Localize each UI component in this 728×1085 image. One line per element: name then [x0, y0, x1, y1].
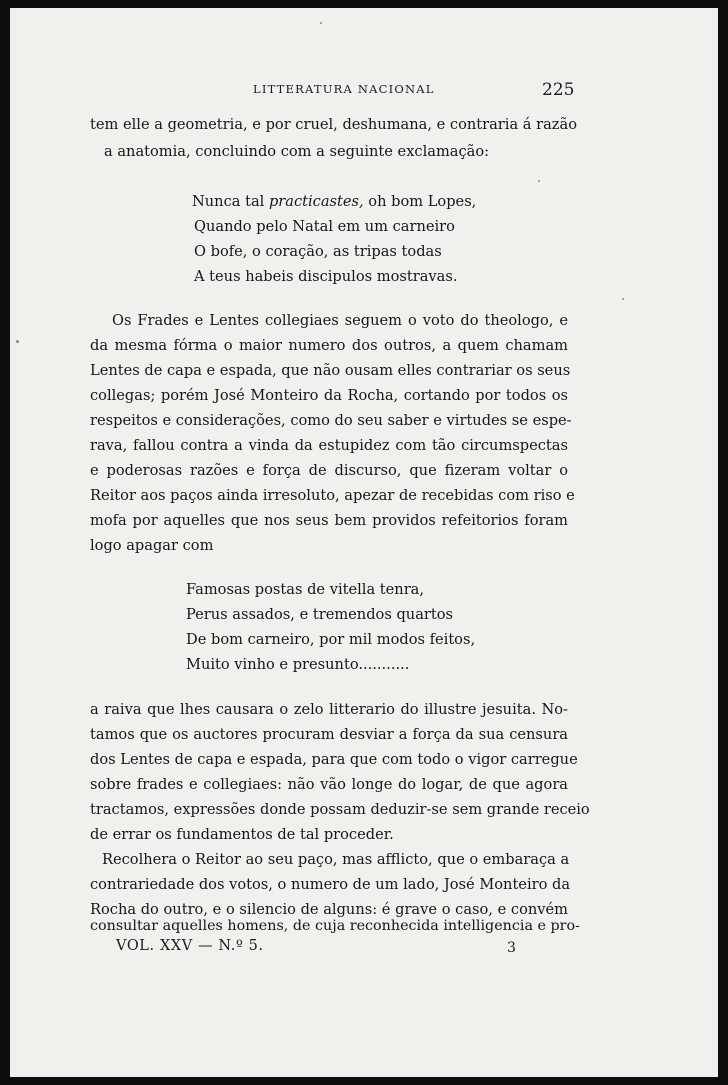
para2-line-3: Lentes de capa e espada, que não ousam elles contrariar os seus — [90, 362, 571, 379]
scan-speck — [538, 180, 540, 182]
verse2-line-3: De bom carneiro, por mil modos feitos, — [186, 631, 476, 648]
page-number: 225 — [542, 80, 575, 100]
scan-speck — [320, 22, 322, 24]
verse1-line-1-end: oh bom Lopes, — [363, 193, 477, 210]
verse1-line-3: O bofe, o coração, as tripas todas — [194, 243, 442, 260]
para3-line-1: a raiva que lhes causara o zelo litterario do illustre jesuita. No- — [90, 701, 568, 718]
book-page — [10, 8, 718, 1077]
para4-line-3: Rocha do outro, e o silencio de alguns: é grave o caso, e convém — [90, 901, 568, 918]
para2-line-5: respeitos e considerações, como do seu saber e virtudes se espe- — [90, 412, 572, 429]
para2-line-4: collegas; porém José Monteiro da Rocha, cortando por todos os — [90, 387, 568, 404]
para2-line-6: rava, fallou contra a vinda da estupidez com tão circumspectas — [90, 437, 568, 454]
page-header — [10, 80, 718, 104]
para3-line-4: sobre frades e collegiaes: não vão longe do logar, de que agora — [90, 776, 568, 793]
para3-line-5: tractamos, expressões donde possam deduzir-se sem grande receio — [90, 801, 590, 818]
para2-line-1: Os Frades e Lentes collegiaes seguem o voto do theologo, e — [112, 312, 568, 329]
para3-line-2: tamos que os auctores procuram desviar a força da sua censura — [90, 726, 568, 743]
para4-line-4: consultar aquelles homens, de cuja reconhecida intelligencia e pro- — [90, 918, 580, 934]
verse2-line-2: Perus assados, e tremendos quartos — [186, 606, 454, 623]
para4-line-1: Recolhera o Reitor ao seu paço, mas afflicto, que o embaraça a — [102, 851, 570, 868]
scan-speck — [622, 298, 624, 300]
verse1-line-1 — [192, 193, 476, 210]
verse1-italic-word: practicastes, — [268, 193, 364, 210]
para3-line-3: dos Lentes de capa e espada, para que com todo o vigor carregue — [90, 751, 578, 768]
para3-line-6: de errar os fundamentos de tal proceder. — [90, 826, 394, 843]
scan-speck — [16, 340, 19, 343]
para1-line-1: tem elle a geometria, e por cruel, deshumana, e contraria á razão — [90, 116, 577, 133]
running-title: LITTERATURA NACIONAL — [253, 82, 435, 96]
verse2-line-4: Muito vinho e presunto........... — [186, 656, 410, 673]
verse2-line-1: Famosas postas de vitella tenra, — [186, 581, 425, 598]
para2-line-2: da mesma fórma o maior numero dos outros, a quem chamam — [90, 337, 568, 354]
footer-signature: VOL. XXV — N.º 5. — [116, 938, 264, 954]
para2-line-10: logo apagar com — [90, 537, 214, 554]
verse1-line-1-text: Nunca tal — [192, 193, 269, 210]
para4-line-2: contrariedade dos votos, o numero de um lado, José Monteiro da — [90, 876, 571, 893]
para2-line-7: e poderosas razões e força de discurso, que fizeram voltar o — [90, 462, 568, 479]
footer-sheet-number: 3 — [507, 940, 516, 956]
verse1-line-2: Quando pelo Natal em um carneiro — [194, 218, 455, 235]
para1-line-2: a anatomia, concluindo com a seguinte exclamação: — [104, 143, 490, 160]
verse1-line-4: A teus habeis discipulos mostravas. — [194, 268, 458, 285]
para2-line-9: mofa por aquelles que nos seus bem providos refeitorios foram — [90, 512, 568, 529]
para2-line-8: Reitor aos paços ainda irresoluto, apezar de recebidas com riso e — [90, 487, 575, 504]
